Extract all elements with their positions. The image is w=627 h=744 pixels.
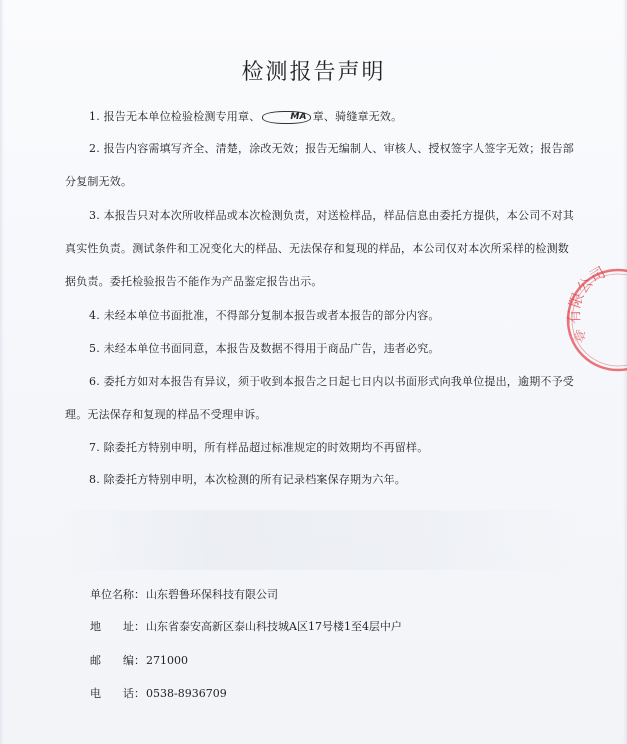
page-title: 检测报告声明 bbox=[241, 60, 386, 85]
clause-1-prefix: 1. 报告无本单位检验检测专用章、 bbox=[89, 110, 261, 123]
seal-text: 有限公司 bbox=[564, 263, 609, 325]
clause-3: 3. 本报告只对本次所收样品或本次检测负责，对送检样品，样品信息由委托方提供，本公司不对其真实性负责。测试条件和工况变化大的样品、无法保存和复现的样品，本公司仅对本次所采样的检测数据负责。委托检验报告不能作为产品鉴定报告出示。 bbox=[65, 209, 574, 288]
seal-sub-text: 章 bbox=[571, 328, 591, 346]
phone-label: 电 话： bbox=[90, 687, 145, 700]
clause-1 bbox=[65, 100, 575, 133]
clause-2: 2. 报告内容需填写齐全、清楚，涂改无效；报告无编制人、审核人、授权签字人签字无效；报告部分复制无效。 bbox=[65, 142, 574, 188]
svg-text:有限公司 bbox=[565, 263, 609, 324]
scan-edge-right bbox=[623, 0, 627, 744]
phone-row bbox=[90, 685, 227, 701]
address-row bbox=[90, 618, 402, 634]
postcode-value: 271000 bbox=[146, 654, 188, 667]
phone-value: 0538-8936709 bbox=[146, 687, 227, 700]
company-name-value: 山东碧鲁环保科技有限公司 bbox=[146, 588, 278, 601]
address-value: 山东省泰安高新区泰山科技城A区17号楼1至4层中户 bbox=[146, 620, 402, 633]
clause-1-suffix: 章、骑缝章无效。 bbox=[312, 110, 403, 123]
clause-7: 7. 除委托方特别申明，所有样品超过标准规定的时效期均不再留样。 bbox=[89, 441, 429, 454]
address-label: 地 址： bbox=[90, 620, 145, 633]
company-name-row bbox=[90, 586, 278, 602]
clause-8: 8. 除委托方特别申明，本次检测的所有记录档案保存期为六年。 bbox=[89, 473, 406, 486]
clause-5: 5. 未经本单位书面同意，本报告及数据不得用于商品广告，违者必究。 bbox=[89, 342, 440, 355]
scan-edge-left bbox=[0, 0, 4, 744]
cma-mark-icon: MA bbox=[262, 111, 310, 124]
postcode-row bbox=[90, 652, 188, 668]
scan-artifact bbox=[60, 510, 580, 570]
clause-4: 4. 未经本单位书面批准，不得部分复制本报告或者本报告的部分内容。 bbox=[89, 309, 440, 322]
postcode-label: 邮 编： bbox=[90, 654, 145, 667]
clause-6: 6. 委托方如对本报告有异议，须于收到本报告之日起七日内以书面形式向我单位提出，逾期不予受理。无法保存和复现的样品不受理申诉。 bbox=[65, 375, 574, 421]
company-name-label: 单位名称： bbox=[90, 588, 145, 601]
company-seal-icon bbox=[560, 262, 627, 372]
